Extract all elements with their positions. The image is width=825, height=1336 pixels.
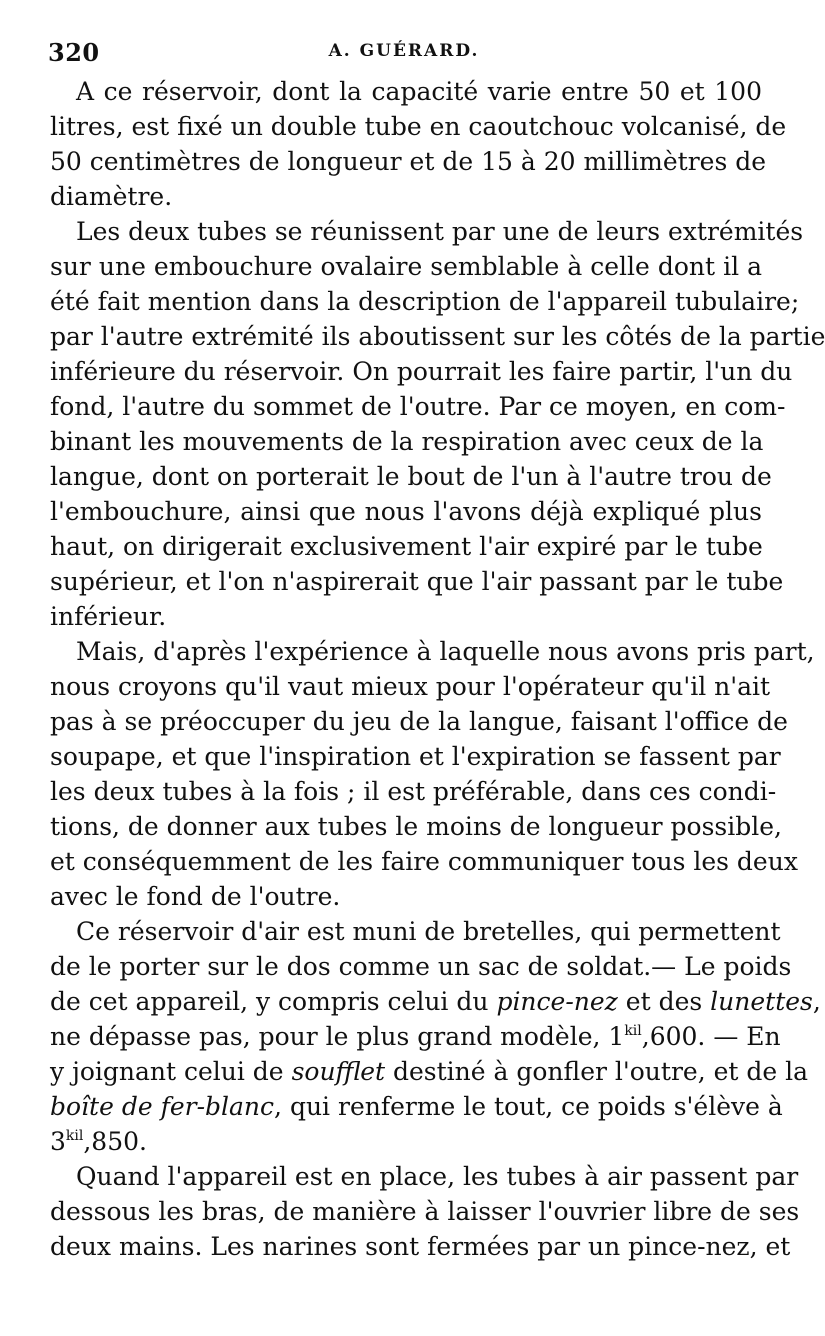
- italic-text: boîte de fer-blanc: [50, 1092, 275, 1121]
- text-line: les deux tubes à la fois ; il est préférable, dans ces condi-: [50, 777, 777, 806]
- text-line: Quand l'appareil est en place, les tubes à air passent par: [76, 1162, 799, 1191]
- text-span: y joignant celui de: [50, 1057, 292, 1086]
- text-span: ,850.: [83, 1127, 147, 1156]
- text-span: destiné à gonfler l'outre, et de la: [385, 1057, 809, 1086]
- text-line: Les deux tubes se réunissent par une de leurs extrémités: [76, 217, 804, 246]
- text-line: dessous les bras, de manière à laisser l'ouvrier libre de ses: [50, 1197, 800, 1226]
- text-span: ne dépasse pas, pour le plus grand modèle, 1: [50, 1022, 625, 1051]
- text-line: [50, 1124, 762, 1159]
- text-line: et conséquemment de les faire communiquer tous les deux: [50, 847, 798, 876]
- text-span: et des: [617, 987, 711, 1016]
- text-line: soupape, et que l'inspiration et l'expiration se fassent par: [50, 742, 781, 771]
- running-head: A. GUÉRARD.: [328, 41, 480, 61]
- text-line: inférieur.: [50, 602, 167, 631]
- text-line: avec le fond de l'outre.: [50, 882, 341, 911]
- superscript-text: kil: [65, 1128, 84, 1144]
- text-line: [50, 984, 821, 1019]
- text-line: nous croyons qu'il vaut mieux pour l'opérateur qu'il n'ait: [50, 672, 771, 701]
- text-line: diamètre.: [50, 182, 173, 211]
- text-line: par l'autre extrémité ils aboutissent sur les côtés de la partie: [50, 322, 825, 351]
- text-span: 3: [50, 1127, 66, 1156]
- text-line: A ce réservoir, dont la capacité varie entre 50 et 100: [76, 77, 762, 106]
- text-span: , qui renferme le tout, ce poids s'élève à: [274, 1092, 783, 1121]
- text-line: supérieur, et l'on n'aspirerait que l'air passant par le tube: [50, 567, 784, 596]
- body-text: [50, 74, 825, 1264]
- text-line: langue, dont on porterait le bout de l'un à l'autre trou de: [50, 462, 772, 491]
- text-line: [50, 1054, 809, 1089]
- text-line: l'embouchure, ainsi que nous l'avons déjà expliqué plus: [50, 497, 762, 526]
- text-line: haut, on dirigerait exclusivement l'air expiré par le tube: [50, 532, 763, 561]
- text-line: litres, est fixé un double tube en caoutchouc volcanisé, de: [50, 112, 787, 141]
- italic-text: soufflet: [291, 1057, 386, 1086]
- page-header: [48, 38, 760, 68]
- text-line: pas à se préoccuper du jeu de la langue, faisant l'office de: [50, 707, 788, 736]
- text-line: Ce réservoir d'air est muni de bretelles, qui permettent: [76, 917, 781, 946]
- italic-text: lunettes: [710, 987, 813, 1016]
- text-span: de cet appareil, y compris celui du: [50, 987, 497, 1016]
- text-line: [50, 1089, 783, 1124]
- text-line: Mais, d'après l'expérience à laquelle nous avons pris part,: [76, 637, 815, 666]
- text-line: de le porter sur le dos comme un sac de soldat.— Le poids: [50, 952, 792, 981]
- text-line: [50, 1019, 781, 1054]
- text-line: inférieure du réservoir. On pourrait les faire partir, l'un du: [50, 357, 793, 386]
- superscript-text: kil: [624, 1023, 642, 1039]
- text-line: tions, de donner aux tubes le moins de longueur possible,: [50, 812, 782, 841]
- page-number: 320: [48, 38, 100, 67]
- text-span: ,: [812, 987, 821, 1016]
- text-line: 50 centimètres de longueur et de 15 à 20 millimètres de: [50, 147, 767, 176]
- text-line: fond, l'autre du sommet de l'outre. Par ce moyen, en com-: [50, 392, 786, 421]
- text-line: été fait mention dans la description de l'appareil tubulaire;: [50, 287, 800, 316]
- text-line: binant les mouvements de la respiration avec ceux de la: [50, 427, 764, 456]
- italic-text: pince-nez: [496, 987, 618, 1016]
- text-span: ,600. — En: [641, 1022, 781, 1051]
- text-line: sur une embouchure ovalaire semblable à celle dont il a: [50, 252, 762, 281]
- text-line: deux mains. Les narines sont fermées par un pince-nez, et: [50, 1232, 791, 1261]
